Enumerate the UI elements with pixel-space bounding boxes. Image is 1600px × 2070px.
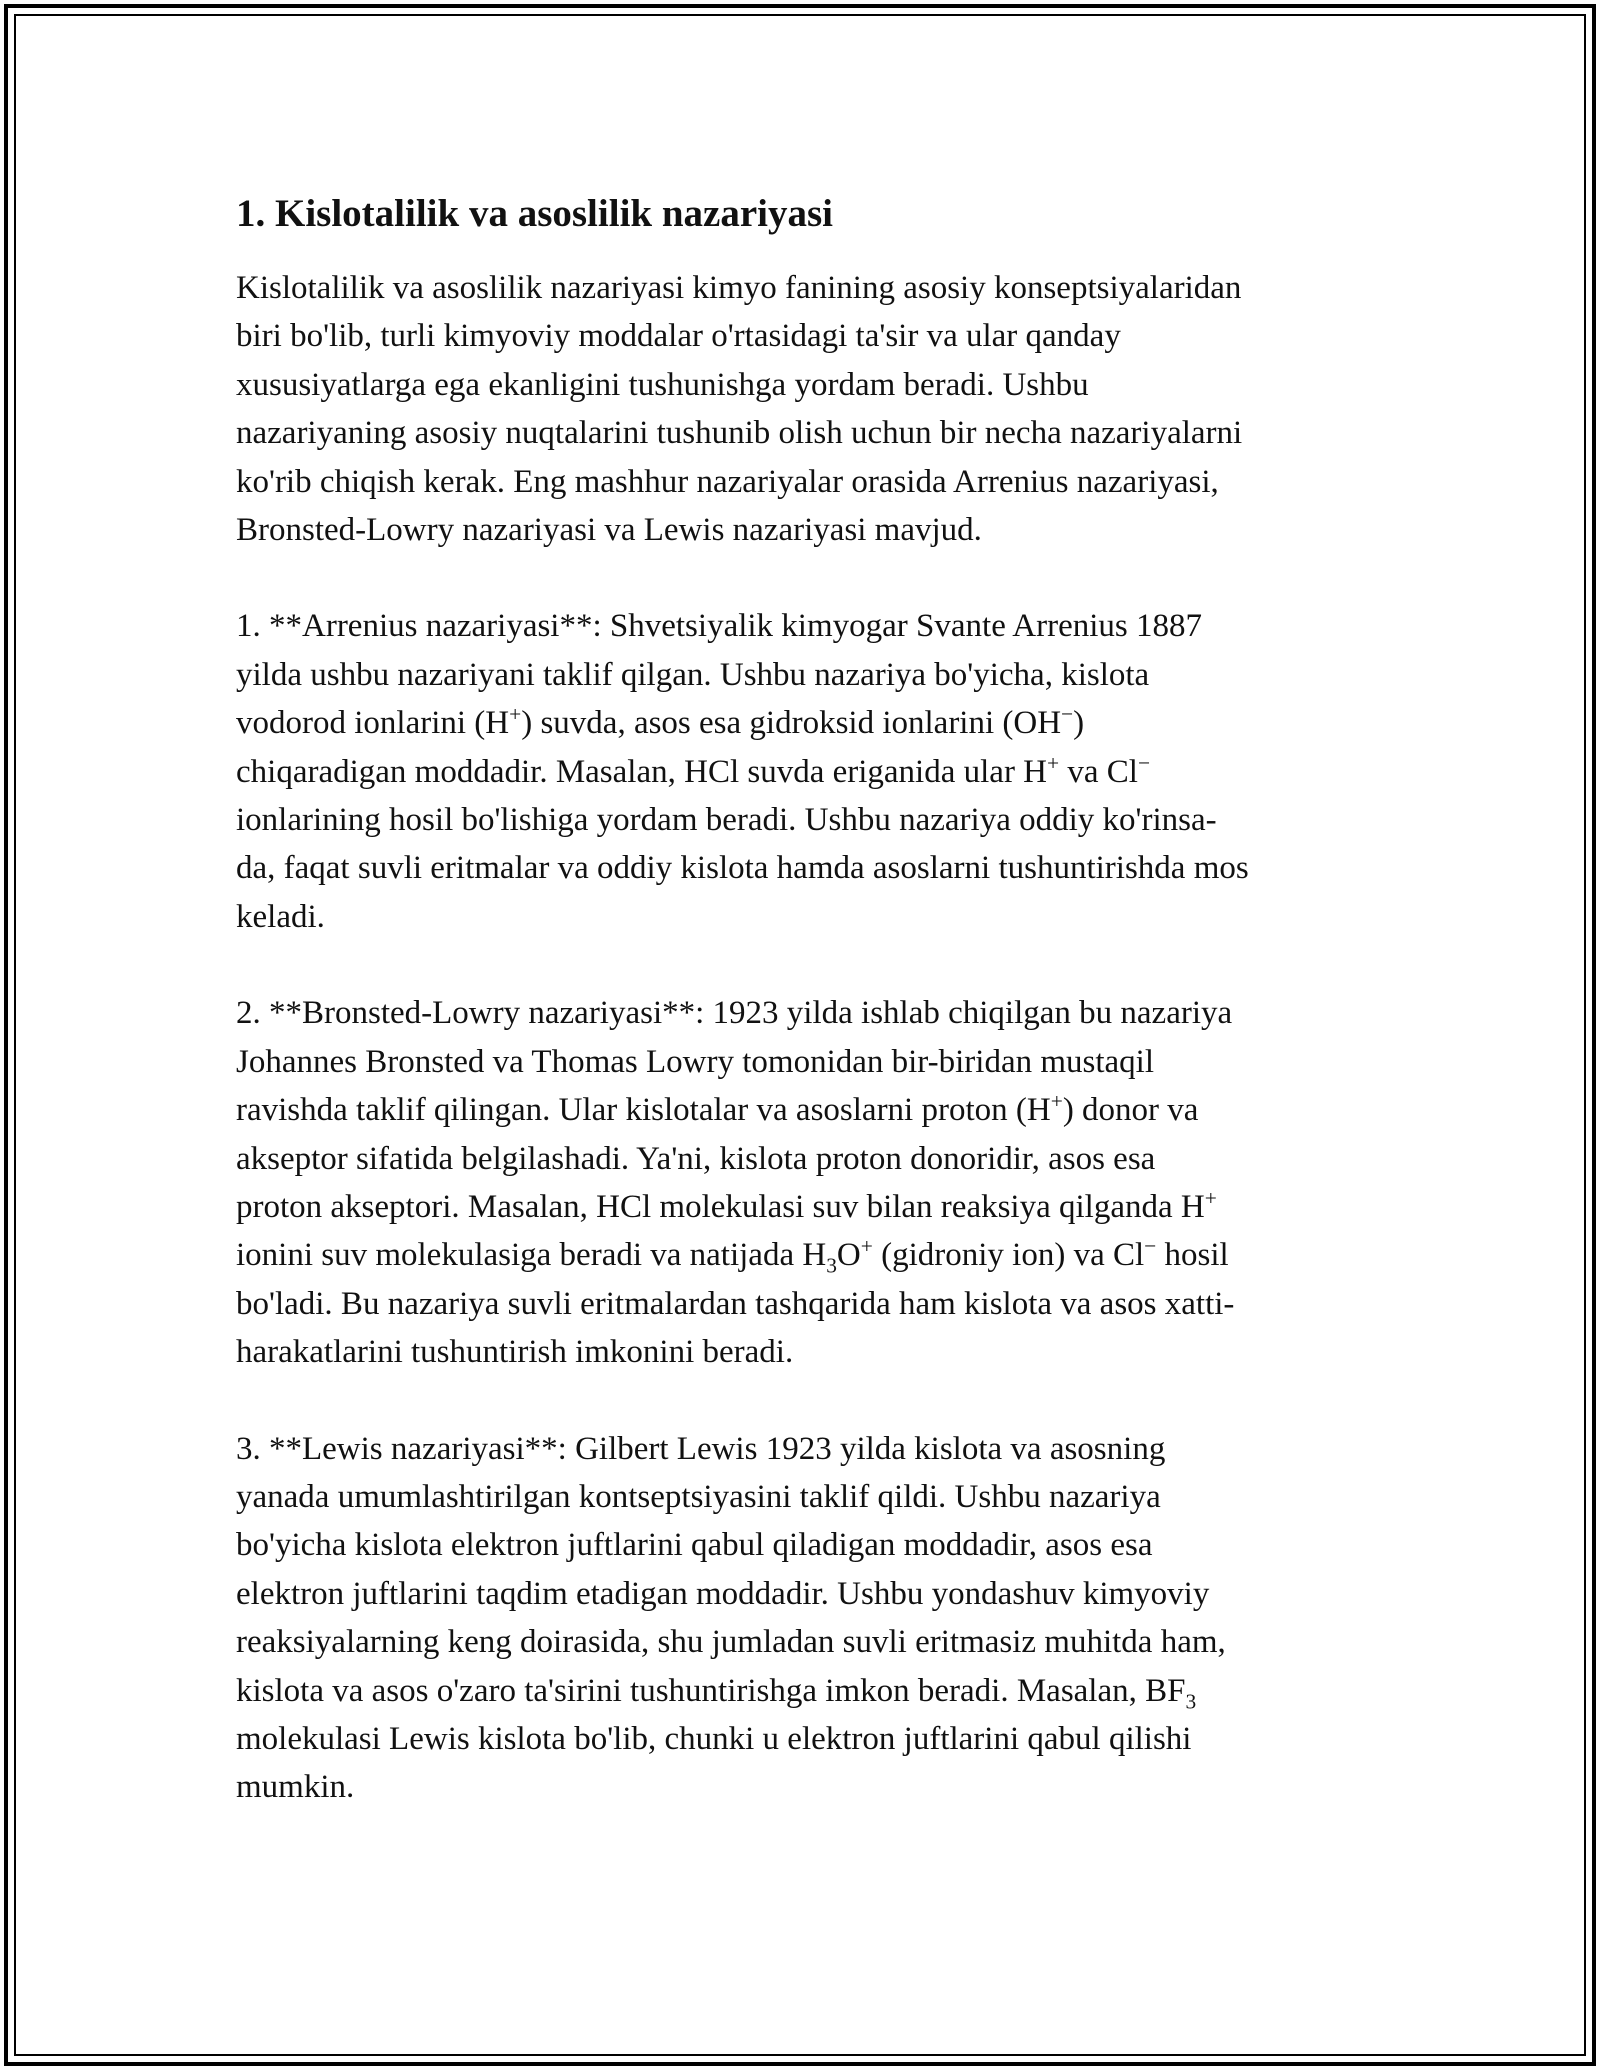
text-run: 2. **Bronsted-Lowry nazariyasi**: 1923 yilda ishlab chiqilgan bu nazariya Johannes Bronsted va Thomas Lowry tomonidan bir-biridan mustaqil ravishda taklif qilingan. Ular kislotalar va asoslarni proton (H bbox=[236, 995, 1233, 1129]
superscript: − bbox=[1137, 750, 1151, 775]
superscript: + bbox=[509, 702, 522, 727]
intro-paragraph: Kislotalilik va asoslilik nazariyasi kimyo fanining asosiy konseptsiyalaridan biri bo'lib, turli kimyoviy moddalar o'rtasidagi ta'sir va ular qanday xususiyatlarga ega ekanligini tushunishga yordam beradi. Ushbu nazariyaning asosiy nuqtalarini tushunib olish uchun bir necha nazariyalarni ko'rib chiqish kerak. Eng mashhur nazariyalar orasida Arrenius nazariyasi, Bronsted-Lowry nazariyasi va Lewis nazariyasi mavjud. bbox=[236, 270, 1243, 549]
text-run: ) chiqaradigan moddadir. Masalan, HCl suvda eriganida ular H bbox=[236, 705, 1085, 790]
text-run: va Cl bbox=[1059, 753, 1138, 790]
text-run: 3. **Lewis nazariyasi**: Gilbert Lewis 1923 yilda kislota va asosning yanada umumlashtirilgan kontseptsiyasini taklif qildi. Ushbu nazariya bo'yicha kislota elektron juftlarini qabul qiladigan moddadir, asos esa elektron juftlarini taqdim etadigan moddadir. Ushbu yondashuv kimyoviy reaksiyalarning keng doirasida, shu jumladan suvli eritmasiz muhitda ham, kislota va asos o'zaro ta'sirini tushuntirishga imkon beradi. Masalan, BF bbox=[236, 1430, 1226, 1709]
subscript: 3 bbox=[1185, 1689, 1197, 1714]
arrhenius-paragraph bbox=[236, 602, 1366, 941]
bronsted-lowry-paragraph bbox=[236, 989, 1366, 1376]
text-run: 1. **Arrenius nazariyasi**: Shvetsiyalik kimyogar Svante Arrenius 1887 yilda ushbu nazariyani taklif qilgan. Ushbu nazariya bo'yicha, kislota vodorod ionlarini (H bbox=[236, 608, 1202, 742]
superscript: − bbox=[1144, 1234, 1157, 1259]
text-run: ionini suv molekulasiga beradi va natijada H bbox=[236, 1237, 827, 1274]
superscript: + bbox=[1047, 750, 1060, 775]
lewis-paragraph bbox=[236, 1425, 1366, 1812]
superscript: − bbox=[1061, 702, 1074, 727]
superscript: + bbox=[1204, 1185, 1217, 1210]
text-run: ) donor va akseptor sifatida belgilashadi. Ya'ni, kislota proton donoridir, asos esa proton akseptori. Masalan, HCl molekulasi suv bilan reaksiya qilganda H bbox=[236, 1092, 1205, 1225]
text-run: (gidroniy ion) va Cl bbox=[872, 1237, 1145, 1274]
superscript: + bbox=[1050, 1089, 1063, 1114]
section-heading: 1. Kislotalilik va asoslilik nazariyasi bbox=[236, 192, 833, 235]
text-run: molekulasi Lewis kislota bo'lib, chunki u elektron juftlarini qabul qilishi mumkin. bbox=[236, 1720, 1192, 1806]
text-run: O bbox=[836, 1237, 861, 1274]
document-body bbox=[236, 186, 1366, 1860]
text-run: ionlarining hosil bo'lishiga yordam beradi. Ushbu nazariya oddiy ko'rinsa- da, faqat suvli eritmalar va oddiy kislota hamda asoslarni tushuntirishda mos keladi. bbox=[236, 802, 1249, 935]
superscript: + bbox=[860, 1234, 873, 1259]
text-run: hosil bo'ladi. Bu nazariya suvli eritmalardan tashqarida ham kislota va asos xatti- harakatlarini tushuntirish imkonini beradi. bbox=[236, 1237, 1235, 1371]
subscript: 3 bbox=[826, 1253, 837, 1278]
text-run: ) suvda, asos esa gidroksid ionlarini (OH bbox=[521, 705, 1062, 742]
